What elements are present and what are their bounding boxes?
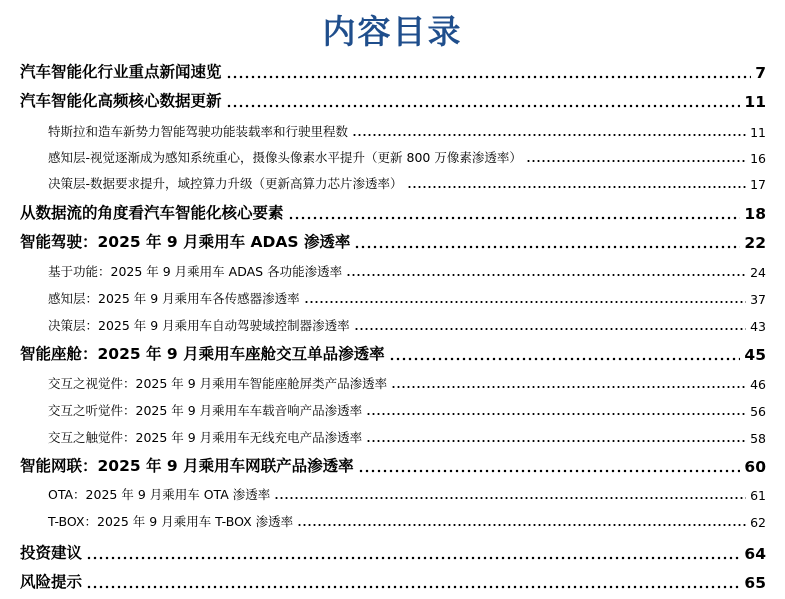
toc-subsection-entry[interactable] bbox=[48, 485, 766, 503]
toc-entry-label: 特斯拉和造车新势力智能驾驶功能装载率和行驶里程数 bbox=[48, 124, 349, 139]
page-title: 内容目录 bbox=[322, 12, 463, 51]
dot-leader bbox=[297, 523, 746, 527]
dot-leader bbox=[354, 245, 740, 249]
dot-leader bbox=[407, 185, 747, 189]
toc-section-entry[interactable] bbox=[20, 230, 766, 252]
toc-section-entry[interactable] bbox=[20, 570, 766, 592]
toc-page-number: 24 bbox=[750, 265, 766, 280]
toc-page-number: 17 bbox=[750, 177, 766, 192]
toc-section-entry[interactable] bbox=[20, 342, 766, 364]
toc-page-number: 22 bbox=[744, 234, 766, 252]
toc-subsection-entry[interactable] bbox=[48, 512, 766, 530]
dot-leader bbox=[366, 439, 746, 443]
toc-entry-label: 决策层-数据要求提升，域控算力升级（更新高算力芯片渗透率） bbox=[48, 176, 403, 191]
dot-leader bbox=[358, 469, 741, 473]
toc-page-number: 64 bbox=[744, 545, 766, 563]
dot-leader bbox=[86, 585, 740, 589]
toc-page-number: 11 bbox=[750, 125, 766, 140]
dot-leader bbox=[304, 300, 746, 304]
dot-leader bbox=[366, 412, 746, 416]
toc-section-entry[interactable] bbox=[20, 201, 766, 223]
toc-entry-label: 交互之视觉件：2025 年 9 月乘用车智能座舱屏类产品渗透率 bbox=[48, 376, 388, 391]
toc-subsection-entry[interactable] bbox=[48, 374, 766, 392]
toc-entry-label: 汽车智能化高频核心数据更新 bbox=[20, 92, 222, 110]
toc-page-number: 56 bbox=[750, 404, 766, 419]
toc-entry-label: 汽车智能化行业重点新闻速览 bbox=[20, 63, 222, 81]
dot-leader bbox=[226, 104, 741, 108]
toc-subsection-entry[interactable] bbox=[48, 289, 766, 307]
toc-subsection-entry[interactable] bbox=[48, 262, 766, 280]
toc-subsection-entry[interactable] bbox=[48, 148, 766, 166]
toc-page-number: 43 bbox=[750, 319, 766, 334]
toc-entry-label: 投资建议 bbox=[20, 544, 83, 562]
toc-entry-label: 感知层：2025 年 9 月乘用车各传感器渗透率 bbox=[48, 291, 300, 306]
dot-leader bbox=[274, 496, 746, 500]
toc-page-number: 61 bbox=[750, 488, 766, 503]
dot-leader bbox=[86, 556, 740, 560]
toc-entry-label: 智能网联：2025 年 9 月乘用车网联产品渗透率 bbox=[20, 457, 354, 475]
dot-leader bbox=[226, 75, 752, 79]
toc-entry-label: 智能座舱：2025 年 9 月乘用车座舱交互单品渗透率 bbox=[20, 345, 385, 363]
toc-entry-label: 智能驾驶：2025 年 9 月乘用车 ADAS 渗透率 bbox=[20, 233, 351, 251]
toc-subsection-entry[interactable] bbox=[48, 122, 766, 140]
toc-entry-label: 感知层-视觉逐渐成为感知系统重心，摄像头像素水平提升（更新 800 万像素渗透率） bbox=[48, 150, 522, 165]
dot-leader bbox=[346, 273, 746, 277]
dot-leader bbox=[526, 159, 746, 163]
toc-entry-label: 交互之触觉件：2025 年 9 月乘用车无线充电产品渗透率 bbox=[48, 430, 363, 445]
dot-leader bbox=[352, 133, 746, 137]
toc-subsection-entry[interactable] bbox=[48, 401, 766, 419]
toc-page-number: 58 bbox=[750, 431, 766, 446]
toc-entry-label: OTA：2025 年 9 月乘用车 OTA 渗透率 bbox=[48, 487, 271, 502]
dot-leader bbox=[389, 357, 741, 361]
toc-section-entry[interactable] bbox=[20, 454, 766, 476]
toc-page-number: 65 bbox=[744, 574, 766, 592]
dot-leader bbox=[391, 385, 746, 389]
toc-section-entry[interactable] bbox=[20, 541, 766, 563]
toc-subsection-entry[interactable] bbox=[48, 428, 766, 446]
toc-page-number: 62 bbox=[750, 515, 766, 530]
toc-subsection-entry[interactable] bbox=[48, 316, 766, 334]
dot-leader bbox=[354, 327, 746, 331]
toc-section-entry[interactable] bbox=[20, 89, 766, 111]
toc-entry-label: 从数据流的角度看汽车智能化核心要素 bbox=[20, 204, 284, 222]
toc-entry-label: 基于功能：2025 年 9 月乘用车 ADAS 各功能渗透率 bbox=[48, 264, 343, 279]
toc-page-number: 7 bbox=[755, 64, 766, 82]
toc-page-number: 16 bbox=[750, 151, 766, 166]
toc-page-number: 18 bbox=[744, 205, 766, 223]
toc-page-number: 60 bbox=[744, 458, 766, 476]
toc-entry-label: 风险提示 bbox=[20, 573, 83, 591]
toc-subsection-entry[interactable] bbox=[48, 174, 766, 192]
toc-entry-label: 决策层：2025 年 9 月乘用车自动驾驶域控制器渗透率 bbox=[48, 318, 350, 333]
toc-page-number: 37 bbox=[750, 292, 766, 307]
toc-page-number: 46 bbox=[750, 377, 766, 392]
toc-entry-label: T-BOX：2025 年 9 月乘用车 T-BOX 渗透率 bbox=[48, 514, 294, 529]
toc-entry-label: 交互之听觉件：2025 年 9 月乘用车车载音响产品渗透率 bbox=[48, 403, 363, 418]
toc-page-number: 11 bbox=[744, 93, 766, 111]
toc-section-entry[interactable] bbox=[20, 60, 766, 82]
dot-leader bbox=[288, 216, 741, 220]
toc-page-number: 45 bbox=[744, 346, 766, 364]
